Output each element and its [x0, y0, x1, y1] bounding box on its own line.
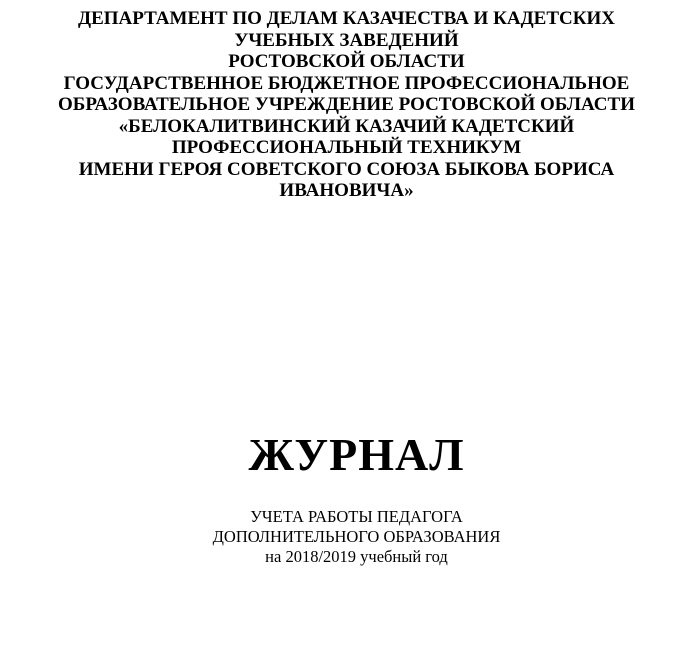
header-line-region: РОСТОВСКОЙ ОБЛАСТИ — [228, 51, 465, 72]
journal-title: ЖУРНАЛ — [248, 429, 465, 480]
subtitle-line-academic-year: на 2018/2019 учебный год — [265, 547, 448, 566]
header-line-department: ДЕПАРТАМЕНТ ПО ДЕЛАМ КАЗАЧЕСТВА И КАДЕТСКИХ — [78, 8, 615, 29]
journal-subtitle — [0, 507, 693, 567]
header-line-educational-institution: ОБРАЗОВАТЕЛЬНОЕ УЧРЕЖДЕНИЕ РОСТОВСКОЙ ОБЛАСТИ — [58, 94, 635, 115]
header-line-state-budget: ГОСУДАРСТВЕННОЕ БЮДЖЕТНОЕ ПРОФЕССИОНАЛЬНОЕ — [63, 72, 630, 94]
header-line-named-after: ИМЕНИ ГЕРОЯ СОВЕТСКОГО СОЮЗА БЫКОВА БОРИСА — [78, 158, 615, 180]
subtitle-line-additional-education: ДОПОЛНИТЕЛЬНОГО ОБРАЗОВАНИЯ — [212, 527, 501, 546]
institution-header — [0, 8, 693, 202]
subtitle-line-work-record: УЧЕТА РАБОТЫ ПЕДАГОГА — [250, 507, 463, 526]
header-line-technical-school: ПРОФЕССИОНАЛЬНЫЙ ТЕХНИКУМ — [171, 137, 522, 158]
header-line-institution-name: «БЕЛОКАЛИТВИНСКИЙ КАЗАЧИЙ КАДЕТСКИЙ — [118, 115, 575, 137]
header-line-patronymic: ИВАНОВИЧА» — [279, 180, 414, 201]
header-line-schools: УЧЕБНЫХ ЗАВЕДЕНИЙ — [234, 29, 459, 51]
